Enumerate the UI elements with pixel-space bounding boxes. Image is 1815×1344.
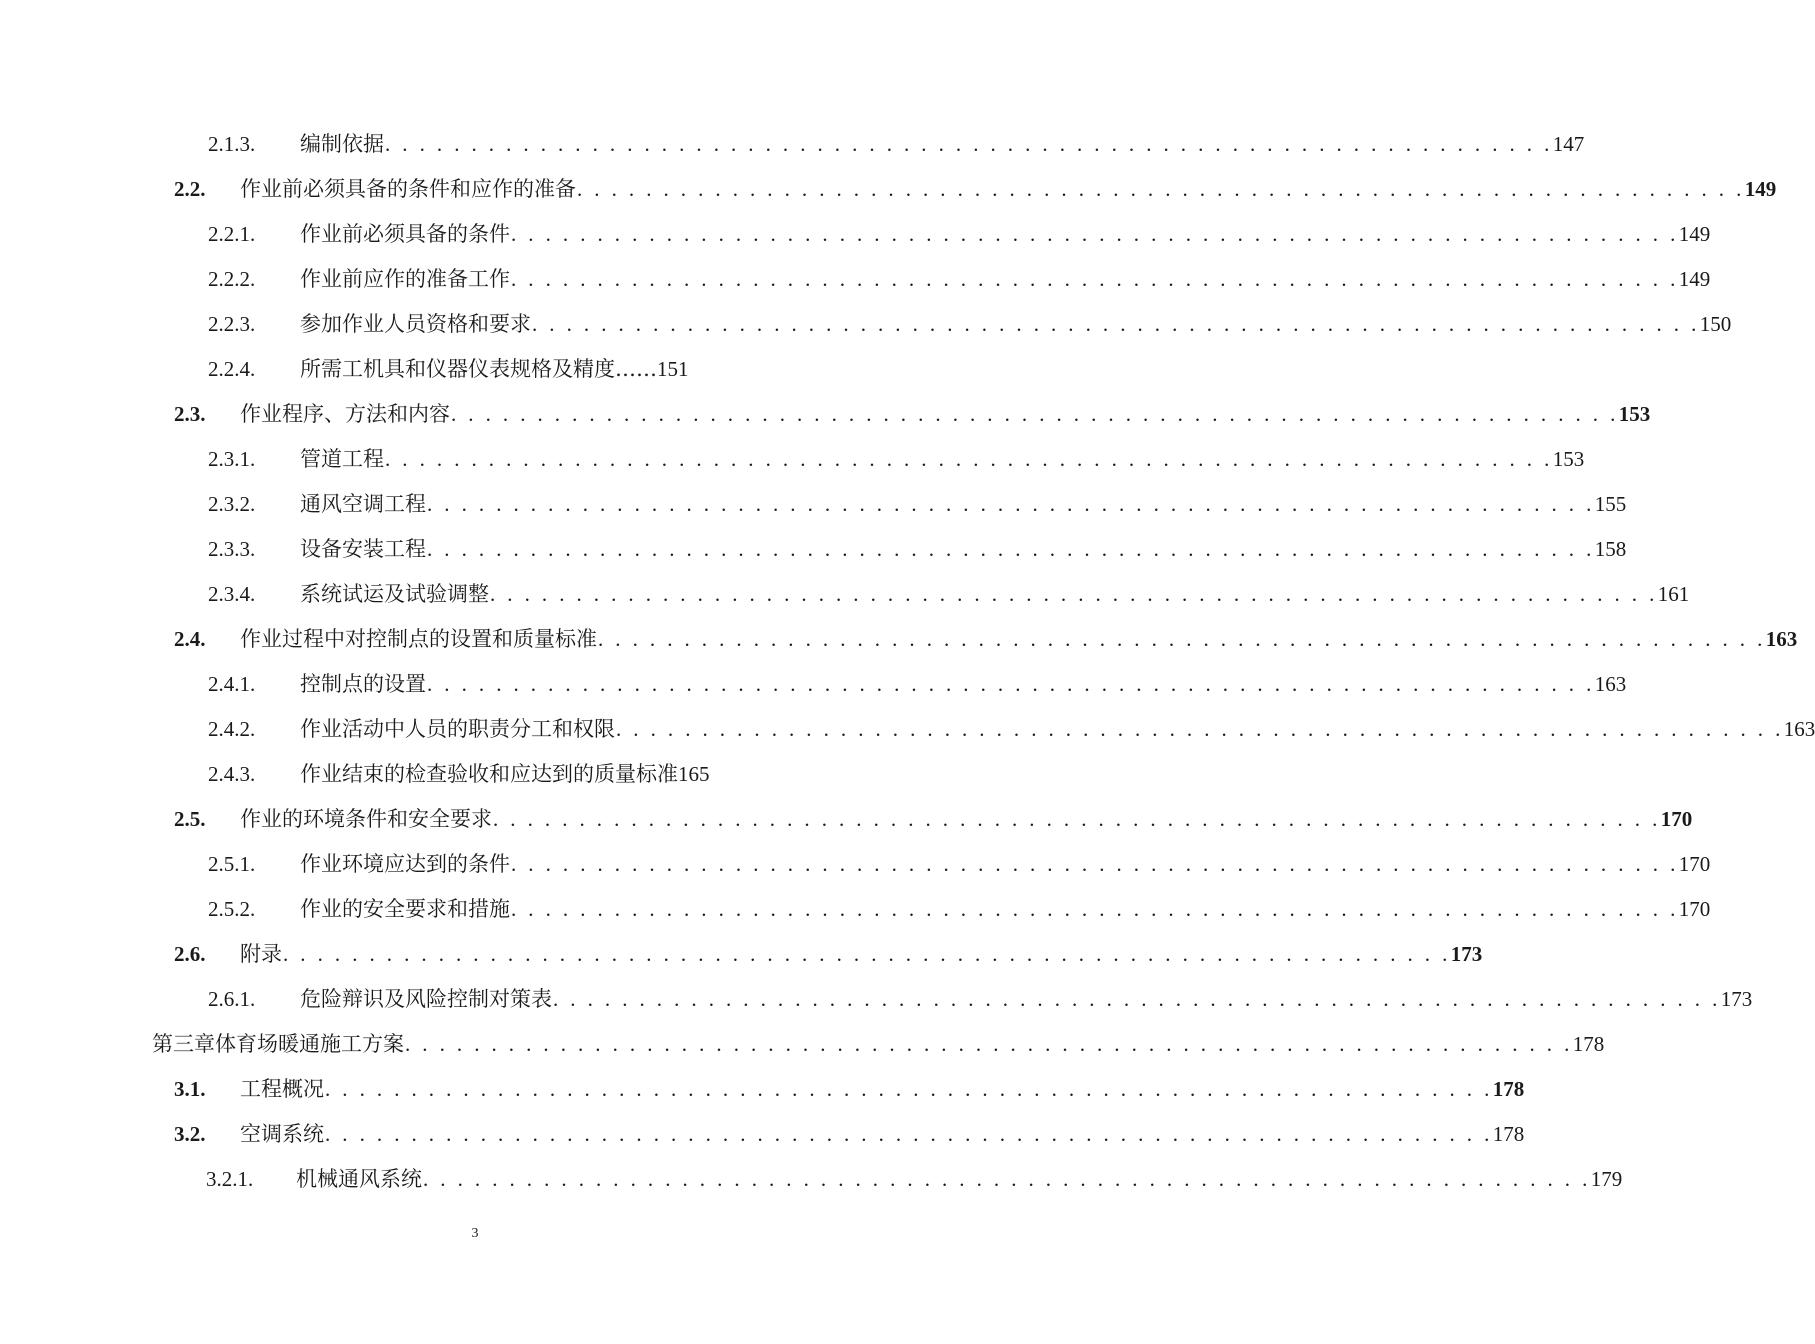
page-number: 3 xyxy=(471,1226,479,1241)
toc-entry-title: 作业前必须具备的条件和应作的准备 xyxy=(240,177,576,201)
toc-entry-number: 2.5.2. xyxy=(208,897,256,921)
toc-entry[interactable] xyxy=(0,887,1711,932)
toc-entry-title: 危险辩识及风险控制对策表 xyxy=(300,987,552,1011)
toc-entry[interactable] xyxy=(0,302,1732,347)
toc-entry-title: 第三章体育场暖通施工方案 xyxy=(152,1032,404,1056)
toc-entry-number: 3.2. xyxy=(174,1122,206,1146)
toc-entry-title: 参加作业人员资格和要求 xyxy=(300,312,531,336)
toc-dot-leader: . . . . . . . . . . . . . . . . . . . . . . . . . . . . . . . . . . . . . . . . . . . . . . . . . . . . . . . . . . . . . . . . . . . . xyxy=(325,1122,1493,1146)
toc-entry-number: 2.3. xyxy=(174,402,206,426)
toc-dot-leader: . . . . . . . . . . . . . . . . . . . . . . . . . . . . . . . . . . . . . . . . . . . . . . . . . . . . . . . . . . . . . . . . . . . . xyxy=(423,1167,1591,1191)
toc-entry-page: 170 xyxy=(1678,897,1711,921)
toc-entry-number: 2.3.4. xyxy=(208,582,256,606)
toc-entry-title: 作业过程中对控制点的设置和质量标准 xyxy=(240,627,597,651)
toc-entry[interactable] xyxy=(0,392,1651,437)
toc-entry-page: 158 xyxy=(1594,537,1627,561)
toc-entry-title: 作业前应作的准备工作 xyxy=(300,267,510,291)
toc-entry-title: 作业活动中人员的职责分工和权限 xyxy=(300,717,615,741)
toc-dot-leader: . . . . . . . . . . . . . . . . . . . . . . . . . . . . . . . . . . . . . . . . . . . . . . . . . . . . . . . . . . . . . . . . . . . . xyxy=(511,222,1679,246)
toc-entry-page: 163 xyxy=(1765,627,1798,651)
table-of-contents xyxy=(0,122,1815,1202)
toc-dot-leader: . . . . . . . . . . . . . . . . . . . . . . . . . . . . . . . . . . . . . . . . . . . . . . . . . . . . . . . . . . . . . . . . . . . . xyxy=(325,1077,1493,1101)
toc-entry-page: 170 xyxy=(1660,807,1693,831)
toc-entry[interactable] xyxy=(0,707,1815,752)
toc-entry[interactable] xyxy=(0,1067,1525,1112)
toc-entry-page: 149 xyxy=(1678,267,1711,291)
toc-entry-title: 作业结束的检查验收和应达到的质量标准 xyxy=(300,762,678,786)
toc-dot-leader: . . . . . . . . . . . . . . . . . . . . . . . . . . . . . . . . . . . . . . . . . . . . . . . . . . . . . . . . . . . . . . . . . . . . xyxy=(553,987,1721,1011)
toc-entry[interactable] xyxy=(0,1157,1623,1202)
toc-entry-title: 工程概况 xyxy=(240,1077,324,1101)
toc-entry-page: 153 xyxy=(1552,447,1585,471)
toc-entry-number: 2.2.1. xyxy=(208,222,256,246)
toc-dot-leader: . . . . . . . . . . . . . . . . . . . . . . . . . . . . . . . . . . . . . . . . . . . . . . . . . . . . . . . . . . . . . . . . . . . . xyxy=(532,312,1700,336)
toc-entry-page: 161 xyxy=(1657,582,1690,606)
toc-dot-leader: . . . . . . . . . . . . . . . . . . . . . . . . . . . . . . . . . . . . . . . . . . . . . . . . . . . . . . . . . . . . . . . . . . . . xyxy=(616,717,1784,741)
toc-dot-leader: . . . . . . . . . . . . . . . . . . . . . . . . . . . . . . . . . . . . . . . . . . . . . . . . . . . . . . . . . . . . . . . . . . . . xyxy=(451,402,1619,426)
toc-entry[interactable] xyxy=(0,752,800,797)
toc-entry-number: 3.2.1. xyxy=(206,1167,254,1191)
toc-entry-title: 作业的安全要求和措施 xyxy=(300,897,510,921)
toc-entry-number: 2.2. xyxy=(174,177,206,201)
toc-entry-page: 178 xyxy=(1572,1032,1605,1056)
toc-entry-title: 系统试运及试验调整 xyxy=(300,582,489,606)
toc-dot-leader: . . . . . . . . . . . . . . . . . . . . . . . . . . . . . . . . . . . . . . . . . . . . . . . . . . . . . . . . . . . . . . . . . . . . xyxy=(405,1032,1573,1056)
toc-entry-page: 149 xyxy=(1678,222,1711,246)
toc-entry-number: 2.6. xyxy=(174,942,206,966)
toc-dot-leader: . . . . . . . . . . . . . . . . . . . . . . . . . . . . . . . . . . . . . . . . . . . . . . . . . . . . . . . . . . . . . . . . . . . . xyxy=(385,132,1553,156)
toc-entry-page: 179 xyxy=(1590,1167,1623,1191)
toc-entry[interactable] xyxy=(0,977,1753,1022)
toc-entry-number: 2.3.1. xyxy=(208,447,256,471)
toc-entry-page: 163 xyxy=(1594,672,1627,696)
toc-dot-leader: . . . . . . . . . . . . . . . . . . . . . . . . . . . . . . . . . . . . . . . . . . . . . . . . . . . . . . . . . . . . . . . . . . . . xyxy=(490,582,1658,606)
toc-entry[interactable] xyxy=(0,437,1585,482)
toc-entry-title: 设备安装工程 xyxy=(300,537,426,561)
toc-entry-title: 管道工程 xyxy=(300,447,384,471)
toc-entry-number: 2.3.2. xyxy=(208,492,256,516)
toc-dot-leader: . . . . . . . . . . . . . . . . . . . . . . . . . . . . . . . . . . . . . . . . . . . . . . . . . . . . . . . . . . . . . . . . . . . . xyxy=(511,852,1679,876)
toc-entry-title: 机械通风系统 xyxy=(296,1167,422,1191)
toc-entry-page: 155 xyxy=(1594,492,1627,516)
toc-entry-title: 作业环境应达到的条件 xyxy=(300,852,510,876)
toc-entry-title: 所需工机具和仪器仪表规格及精度…… xyxy=(300,357,657,381)
toc-entry-page: 151 xyxy=(657,357,689,381)
toc-entry-title: 控制点的设置 xyxy=(300,672,426,696)
toc-entry-title: 通风空调工程 xyxy=(300,492,426,516)
toc-entry-number: 2.5.1. xyxy=(208,852,256,876)
toc-entry[interactable] xyxy=(0,572,1690,617)
toc-entry-number: 2.2.4. xyxy=(208,357,256,381)
toc-entry-number: 2.2.3. xyxy=(208,312,256,336)
toc-entry-number: 2.4.2. xyxy=(208,717,256,741)
toc-entry[interactable] xyxy=(0,662,1627,707)
toc-dot-leader: . . . . . . . . . . . . . . . . . . . . . . . . . . . . . . . . . . . . . . . . . . . . . . . . . . . . . . . . . . . . . . . . . . . . xyxy=(511,267,1679,291)
toc-entry[interactable] xyxy=(0,482,1627,527)
toc-entry[interactable] xyxy=(0,527,1627,572)
toc-entry-title: 编制依据 xyxy=(300,132,384,156)
toc-dot-leader: . . . . . . . . . . . . . . . . . . . . . . . . . . . . . . . . . . . . . . . . . . . . . . . . . . . . . . . . . . . . . . . . . . . . xyxy=(385,447,1553,471)
toc-entry-number: 2.5. xyxy=(174,807,206,831)
toc-entry-page: 170 xyxy=(1678,852,1711,876)
toc-entry-page: 178 xyxy=(1492,1122,1525,1146)
toc-entry-page: 163 xyxy=(1783,717,1815,741)
toc-entry-number: 2.4. xyxy=(174,627,206,651)
toc-entry-number: 2.2.2. xyxy=(208,267,256,291)
toc-entry-number: 2.6.1. xyxy=(208,987,256,1011)
toc-entry[interactable] xyxy=(0,932,1483,977)
toc-entry-page: 165 xyxy=(678,762,710,786)
toc-entry-page: 150 xyxy=(1699,312,1732,336)
toc-entry[interactable] xyxy=(0,122,1585,167)
toc-entry-page: 149 xyxy=(1744,177,1777,201)
toc-entry[interactable] xyxy=(0,842,1711,887)
toc-entry[interactable] xyxy=(0,617,1798,662)
toc-entry-title: 空调系统 xyxy=(240,1122,324,1146)
toc-entry-page: 173 xyxy=(1450,942,1483,966)
toc-entry-page: 147 xyxy=(1552,132,1585,156)
toc-entry[interactable] xyxy=(0,1112,1525,1157)
toc-dot-leader: . . . . . . . . . . . . . . . . . . . . . . . . . . . . . . . . . . . . . . . . . . . . . . . . . . . . . . . . . . . . . . . . . . . . xyxy=(427,537,1595,561)
toc-dot-leader: . . . . . . . . . . . . . . . . . . . . . . . . . . . . . . . . . . . . . . . . . . . . . . . . . . . . . . . . . . . . . . . . . . . . xyxy=(511,897,1679,921)
toc-entry-title: 作业前必须具备的条件 xyxy=(300,222,510,246)
toc-entry-page: 173 xyxy=(1720,987,1753,1011)
toc-entry[interactable] xyxy=(0,167,1777,212)
toc-entry-title: 作业程序、方法和内容 xyxy=(240,402,450,426)
toc-entry-page: 178 xyxy=(1492,1077,1525,1101)
toc-entry-title: 作业的环境条件和安全要求 xyxy=(240,807,492,831)
toc-dot-leader: . . . . . . . . . . . . . . . . . . . . . . . . . . . . . . . . . . . . . . . . . . . . . . . . . . . . . . . . . . . . . . . . . . . . xyxy=(577,177,1745,201)
toc-entry[interactable] xyxy=(0,797,1693,842)
toc-dot-leader: . . . . . . . . . . . . . . . . . . . . . . . . . . . . . . . . . . . . . . . . . . . . . . . . . . . . . . . . . . . . . . . . . . . . xyxy=(598,627,1766,651)
toc-entry[interactable] xyxy=(0,347,800,392)
toc-entry-number: 3.1. xyxy=(174,1077,206,1101)
toc-entry[interactable] xyxy=(0,1022,1605,1067)
toc-dot-leader: . . . . . . . . . . . . . . . . . . . . . . . . . . . . . . . . . . . . . . . . . . . . . . . . . . . . . . . . . . . . . . . . . . . . xyxy=(493,807,1661,831)
toc-entry[interactable] xyxy=(0,257,1711,302)
toc-entry-title: 附录 xyxy=(240,942,282,966)
toc-entry-number: 2.1.3. xyxy=(208,132,256,156)
toc-entry-number: 2.3.3. xyxy=(208,537,256,561)
toc-entry[interactable] xyxy=(0,212,1711,257)
toc-entry-number: 2.4.1. xyxy=(208,672,256,696)
toc-entry-page: 153 xyxy=(1618,402,1651,426)
toc-dot-leader: . . . . . . . . . . . . . . . . . . . . . . . . . . . . . . . . . . . . . . . . . . . . . . . . . . . . . . . . . . . . . . . . . . . . xyxy=(427,492,1595,516)
toc-entry-number: 2.4.3. xyxy=(208,762,256,786)
toc-dot-leader: . . . . . . . . . . . . . . . . . . . . . . . . . . . . . . . . . . . . . . . . . . . . . . . . . . . . . . . . . . . . . . . . . . . . xyxy=(283,942,1451,966)
toc-dot-leader: . . . . . . . . . . . . . . . . . . . . . . . . . . . . . . . . . . . . . . . . . . . . . . . . . . . . . . . . . . . . . . . . . . . . xyxy=(427,672,1595,696)
